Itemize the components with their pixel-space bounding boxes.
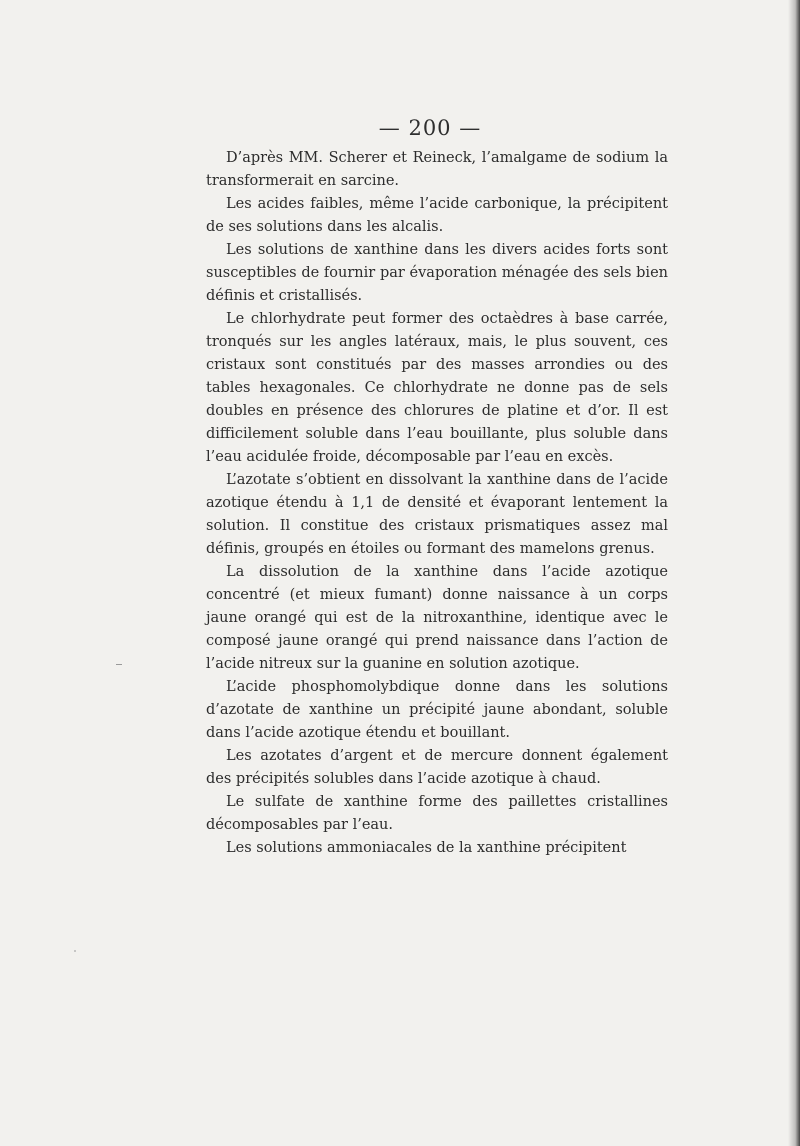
body-text (206, 147, 668, 860)
paragraph-3: Les solutions de xanthine dans les divers acides forts sont susceptibles de fournir par évaporation ménagée des sels bien définis et cristallisés. (206, 242, 668, 304)
paragraph-7: L’acide phosphomolybdique donne dans les solutions d’azotate de xanthine un précipité jaune abondant, soluble dans l’acide azotique étendu et bouillant. (206, 679, 668, 741)
paragraph-4: Le chlorhydrate peut former des octaèdres à base carrée, tronqués sur les angles latéraux, mais, le plus souvent, ces cristaux sont constitués par des masses arrondies ou des tables hexagonales. Ce chlorhydrate ne donne pas de sels doubles en présence des chlorures de platine et d’or. Il est difficilement soluble dans l’eau bouillante, plus soluble dans l’eau acidulée froide, décomposable par l’eau en excès. (206, 311, 668, 465)
page-edge-shadow (788, 0, 800, 1146)
paragraph-10: Les solutions ammoniacales de la xanthine précipitent (226, 840, 627, 856)
margin-mark (116, 664, 122, 665)
paragraph-5: L’azotate s’obtient en dissolvant la xanthine dans de l’acide azotique étendu à 1,1 de densité et évaporant lentement la solution. Il constitue des cristaux prismatiques assez mal définis, groupés en étoiles ou formant des mamelons grenus. (206, 472, 668, 557)
page-number: — 200 — (378, 116, 482, 140)
paragraph-2: Les acides faibles, même l’acide carbonique, la précipitent de ses solutions dans les alcalis. (206, 196, 668, 235)
paper-speck (74, 950, 76, 952)
paragraph-1: D’après MM. Scherer et Reineck, l’amalgame de sodium la transformerait en sarcine. (206, 150, 668, 189)
paragraph-6: La dissolution de la xanthine dans l’acide azotique concentré (et mieux fumant) donne naissance à un corps jaune orangé qui est de la nitroxanthine, identique avec le composé jaune orangé qui prend naissance dans l’action de l’acide nitreux sur la guanine en solution azotique. (206, 564, 668, 672)
paragraph-9: Le sulfate de xanthine forme des paillettes cristallines décomposables par l’eau. (206, 794, 668, 833)
paragraph-8: Les azotates d’argent et de mercure donnent également des précipités solubles dans l’acide azotique à chaud. (206, 748, 668, 787)
